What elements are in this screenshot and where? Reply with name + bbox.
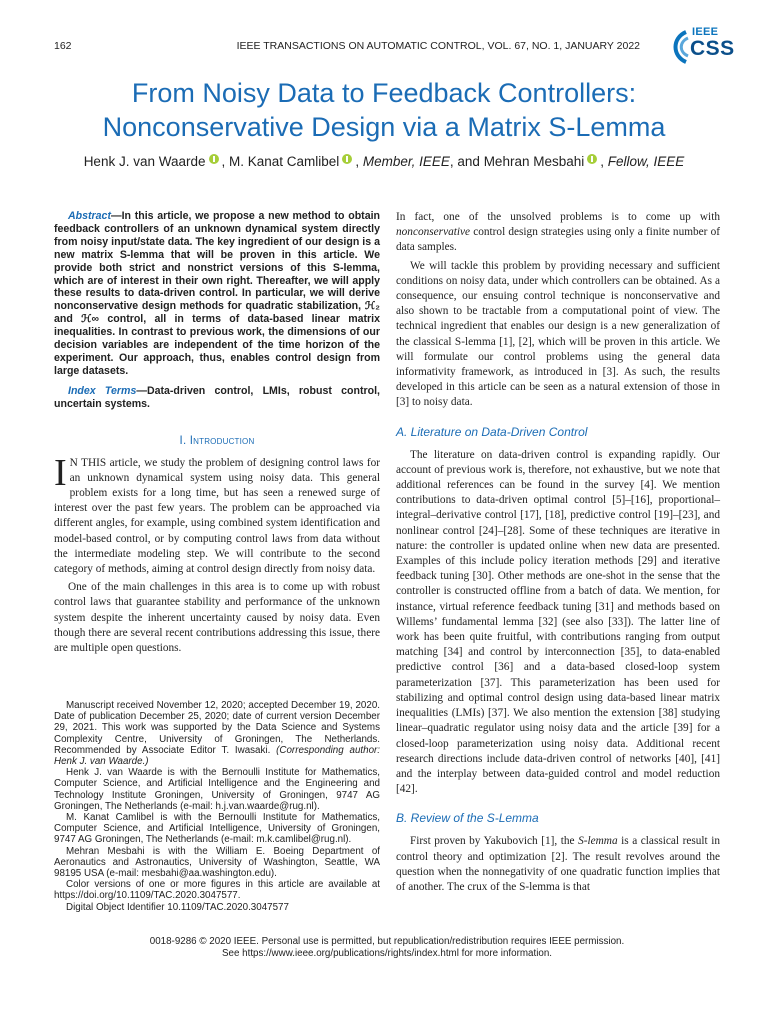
author-list: Henk J. van Waarde , M. Kanat Camlibel , Member, IEEE, and Mehran Mesbahi , Fellow, IEEE [83,154,685,169]
title-line-2: Nonconservative Design via a Matrix S-Lemma [102,112,666,142]
index-terms: Index Terms—Data-driven control, LMIs, robust control, uncertain systems. [54,384,380,410]
author-2: M. Kanat Camlibel [229,154,340,169]
paper-title [40,76,728,144]
s-lemma-paragraph-b: is a classical result in control theory and optimization [2]. The result revolves around the question when the nonnegativity of one quadratic function implies that of another. The crux of the S-lemma is that [396,835,720,893]
abstract: Abstract—In this article, we propose a new method to obtain feedback controllers of an unknown dynamical system directly from noisy input/state data. The key ingredient of our design is a new matrix S-lemma that will be proven in this article. We provide both strict and nonstrict versions of this S-lemma, which are of interest in their own right. Thereafter, we will apply these results to data-driven control. In particular, we will derive nonconservative design methods for quadratic stabilization, ℋ₂ and ℋ∞ control, all in terms of data-based linear matrix inequalities. In contrast to previous work, the dimensions of our decision variables are independent of the time horizon of the experiment. Our approach, thus, enables control design from large datasets. [54,210,380,377]
subsection-heading-literature: A. Literature on Data-Driven Control [396,424,588,439]
footnote-author-2: M. Kanat Camlibel is with the Bernoulli Institute for Mathematics, Computer Science, and Artificial Intelligence, University of Groningen, 9747 AG Groningen, The Netherlands (e-mail: m.k.camlibel@rug.nl). [54,812,380,846]
copyright-line-2: See https://www.ieee.org/publications/rights/index.html for more information. [222,948,552,959]
logo-ieee-text: IEEE [692,26,719,38]
author-1: Henk J. van Waarde [83,154,206,169]
orcid-icon[interactable] [342,154,352,164]
s-lemma-body [396,834,720,895]
footnote-manuscript [54,700,380,767]
s-lemma-paragraph-a: First proven by Yakubovich [1], the [410,835,575,848]
section-title: Introduction [189,434,255,447]
index-terms-text: Data-driven control, LMIs, robust control, uncertain systems. [54,384,380,410]
emphasis-s-lemma: S-lemma [578,835,618,848]
footnotes [54,700,380,913]
logo-swoosh-icon [668,30,690,64]
author-2-role: Member, IEEE [362,154,450,169]
subsection-heading-s-lemma: B. Review of the S-Lemma [396,811,539,826]
abstract-text: In this article, we propose a new method to obtain feedback controllers of an unknown dynamical system directly from noisy input/state data. The key ingredient of our design is a new matrix S-lemma that will be proven in this article. We provide both strict and nonstrict versions of this S-lemma, which are of interest in their own right. Thereafter, we will apply these results to data-driven control. In particular, we will derive nonconservative design methods for quadratic stabilization, ℋ₂ and ℋ∞ control, all in terms of data-based linear matrix inequalities. In contrast to previous work, the dimensions of our decision variables are independent of the time horizon of the experiment. Our approach, thus, enables control design from large datasets. [54,210,380,377]
copyright-line-1: 0018-9286 © 2020 IEEE. Personal use is permitted, but republication/redistribution requires IEEE permission. [149,936,625,947]
emphasis-nonconservative: nonconservative [396,226,471,239]
right-column [396,210,720,898]
intro-paragraph-2: One of the main challenges in this area is to come up with robust control laws that guarantee stability and performance of the unknown system despite the inherent uncertainty caused by noisy data. Even though there are several recent contributions addressing this issue, there are multiple open questions. [54,581,380,655]
logo-css-text: CSS [690,37,735,60]
footnote-author-1: Henk J. van Waarde is with the Bernoulli Institute for Mathematics, Computer Science, and Artificial Intelligence and the Engineering and Technology Institute Groningen, University of Groningen, 9747 AG Groningen, The Netherlands (e-mail: h.j.van.waarde@rug.nl). [54,767,380,812]
intro-paragraph-3-a: In fact, one of the unsolved problems is to come up with [396,211,720,223]
left-column [54,210,380,659]
intro-paragraph-1-text: N THIS article, we study the problem of designing control laws for an unknown dynamical system using noisy data. This general problem exists for a long time, but has seen a renewed surge of interest over the past few years. The problem can be approached via different angles, for example, using combined system identification and model-based control, or by computing control laws from data without the intermediate modeling step. We will contribute to the second category of methods, aiming at control design directly from noisy data. [54,456,380,576]
intro-paragraph-3-b: control design strategies using only a finite number of data samples. [396,226,720,254]
author-3-role: Fellow, IEEE [607,154,685,169]
intro-paragraph-3 [396,210,720,256]
abstract-label: Abstract [68,210,111,222]
footnote-color-versions: Color versions of one or more figures in this article are available at https://doi.org/10.1109/TAC.2020.3047577. [54,879,380,902]
orcid-icon[interactable] [209,154,219,164]
index-terms-label: Index Terms [68,384,137,397]
footnote-doi: Digital Object Identifier 10.1109/TAC.2020.3047577 [66,901,289,913]
introduction-body [54,451,380,657]
footnote-author-3: Mehran Mesbahi is with the William E. Boeing Department of Aeronautics and Astronautics, University of Washington, Seattle, WA 98195 USA (e-mail: mesbahi@aa.washington.edu). [54,845,380,880]
author-3: Mehran Mesbahi [483,154,585,169]
footnote-manuscript-text: Manuscript received November 12, 2020; accepted December 19, 2020. Date of publication December 25, 2020; date of current version December 29, 2021. This work was supported by the Data Science and Systems Complexity Centre, University of Groningen, The Netherlands. Recommended by Associate Editor T. Iwasaki. [54,700,380,756]
section-heading-introduction [54,435,380,447]
intro-paragraph-4: We will tackle this problem by providing necessary and sufficient conditions on noisy data, under which controllers can be obtained. As a consequence, our ensuing control technique is nonconservative and also shown to be tractable from a computational point of view. The technical ingredient that enables our design is a new generalization of the classical S-lemma [1], [2], which will be proven in this article. We will formulate our control problems using the general data informativity framework, as introduced in [3]. As such, the results developed in this article can be seen as a natural extension of those in [3] to noisy data. [396,259,720,409]
ieee-css-logo [664,26,734,70]
s-lemma-paragraph [396,834,720,895]
section-number: I. [179,434,187,447]
literature-body [396,448,720,798]
intro-paragraph-1 [54,451,380,578]
drop-cap: I [54,451,67,494]
title-line-1: From Noisy Data to Feedback Controllers: [131,78,637,108]
and-text: and [457,154,480,169]
journal-citation: IEEE TRANSACTIONS ON AUTOMATIC CONTROL, VOL. 67, NO. 1, JANUARY 2022 [236,40,640,52]
page-number: 162 [54,40,72,52]
copyright-footer [54,936,720,960]
orcid-icon[interactable] [587,154,597,164]
running-header [54,40,640,56]
right-body [396,210,720,411]
literature-paragraph: The literature on data-driven control is expanding rapidly. Our account of previous work is, therefore, not exhaustive, but we note that additional references can be found in the survey [4]. We mention contributions to data-driven optimal control [5]–[16], proportional–integral–derivative control [17], [18], predictive control [19]–[23], and nonlinear control [24]–[28]. Some of these techniques are iterative in nature: the controller is updated online when new data are presented. Examples of this include policy iteration methods [29] and iterative feedback tuning [30]. Other methods are one-shot in the sense that the controller is constructed offline from a batch of data. We mention, for instance, virtual reference feedback tuning [31] and methods based on Willems’ fundamental lemma [32] (see also [33]). The latter line of work has been quite fruitful, with contributions ranging from output matching [34] and control by interconnection [35], to data-enabled predictive control [36] and a data-based closed-loop system parameterization [37]. This parameterization has been used for stabilizing and optimal control design using data-based linear matrix inequalities (LMIs) [37]. We also mention the extension [38] studying linear–quadratic regulator using noisy data and the article [39] for a closed-loop parameterization using noisy data. Additional recent research directions include data-driven control of networks [40], [41] and the interplay between data-guided control and model reduction [42]. [396,448,720,796]
footnote-corresponding: (Corresponding author: Henk J. van Waarde.) [54,744,380,768]
